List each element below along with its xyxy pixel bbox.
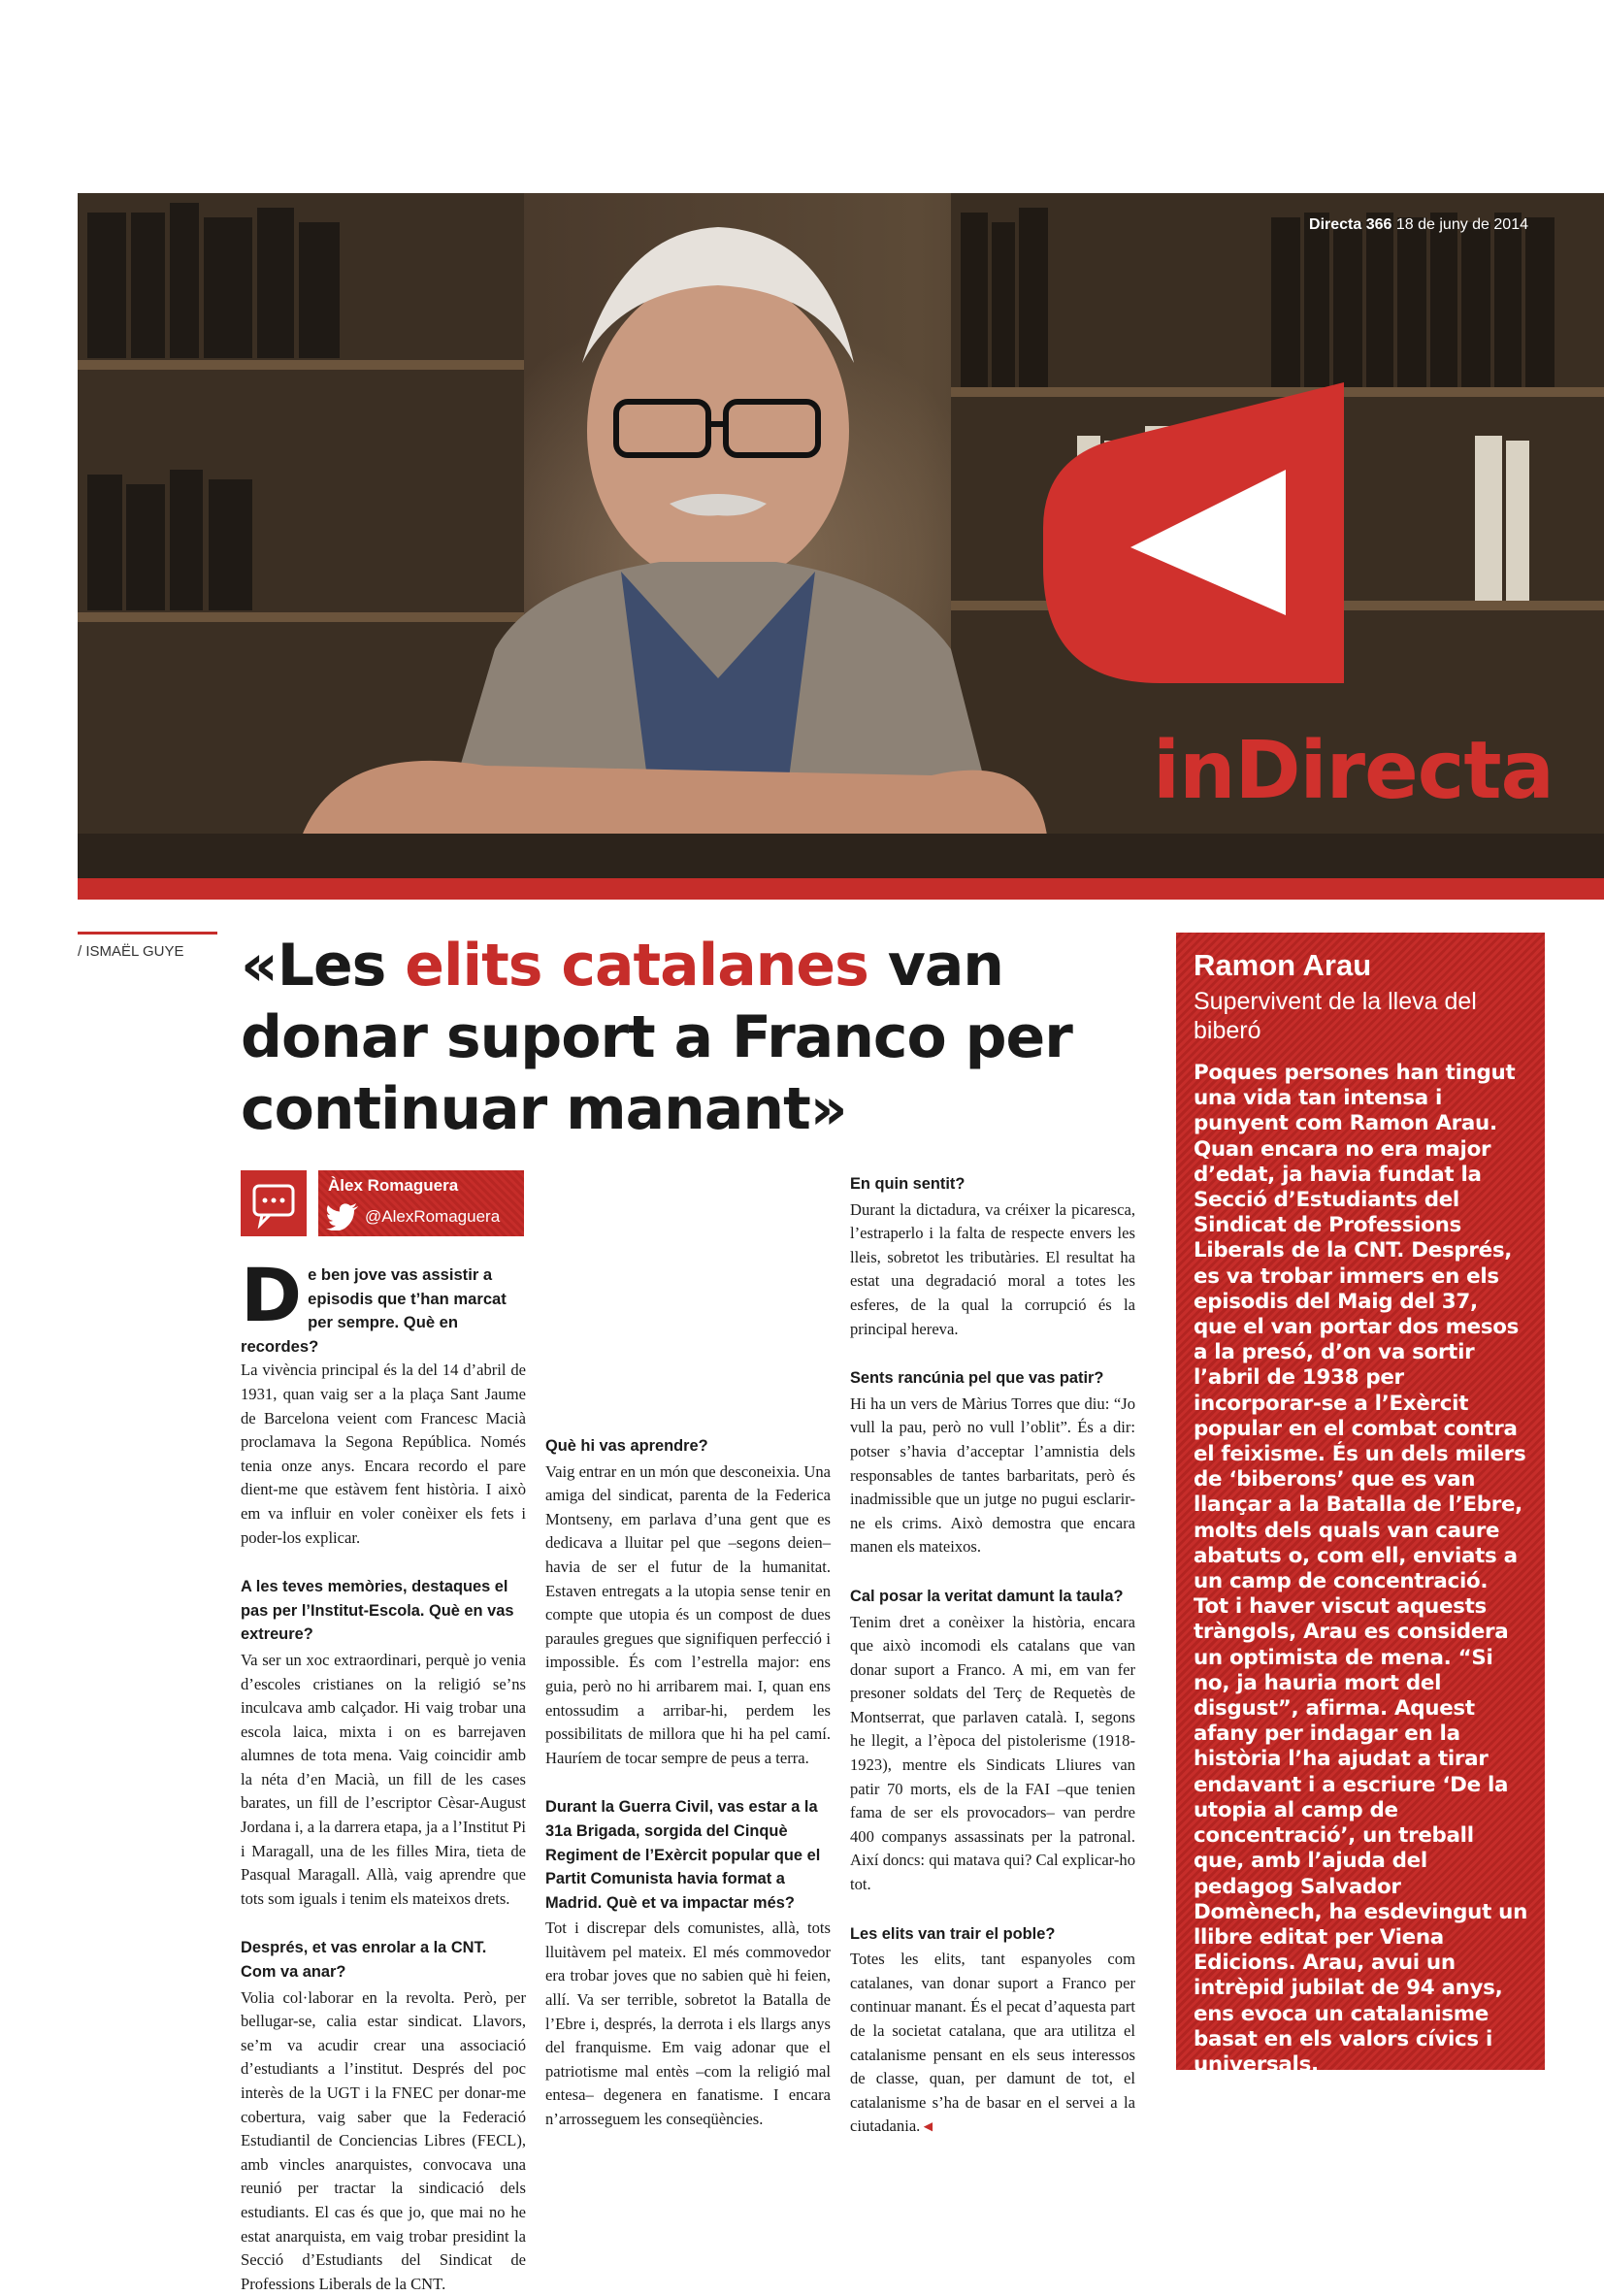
author-icon-box (241, 1170, 307, 1236)
answer-1: La vivència principal és la del 14 d’abril de 1931, quan vaig ser a la plaça Sant Jaume de Barcelona veient com Francesc Macià proclamava la Segona República. Només tenia onze anys. Encara recordo el pare dient-me que estàvem fent història. I això em va influir en voler conèixer els fets i poder-los explicar. (241, 1361, 526, 1547)
article-column-2 (545, 1147, 831, 2132)
headline (241, 930, 1114, 1145)
headline-post: van donar suport a Franco per continuar manant» (241, 932, 1072, 1143)
twitter-icon[interactable] (326, 1203, 359, 1230)
answer-7: Hi ha un vers de Màrius Torres que diu: “Jo vull la pau, però no vull l’oblit”. És a dir: potser s’havia d’acceptar l’amnistia dels responsables de tantes barbaritats, però és inadmissible que un jutge no pugui esclarir-ne els crims. Això demostra que encara manen els mateixos. (850, 1394, 1135, 1557)
question-9: Les elits van trair el poble? (850, 1924, 1056, 1943)
author-name: Àlex Romaguera (328, 1176, 459, 1195)
answer-8: Tenim dret a conèixer la història, encara que això incomodi els catalans que van donar suport a Franco. A mi, em van fer presoner soldats del Terç de Requetès de Montserrat, que parlaven català. I, segons he llegit, a l’època del pistolerisme (1918-1923), mentre els Sindicats Lliures van patir 70 morts, els de la FAI –que tenien fama de ser els provocadors– van perdre 400 companys assassinats per la patronal. Així doncs: qui matava qui? Cal explicar-ho tot. (850, 1612, 1135, 1894)
answer-3: Volia col·laborar en la revolta. Però, per bellugar-se, calia estar sindicat. Llavors, se’m va acudir crear una associació d’estudiants a l’institut. Després del poc interès de la UGT i la FNEC per donar-me cobertura, vaig saber que la Federació Estudiantil de Conciencias Libres (FECL), amb vincles anarquistes, convocava una reunió per tractar la sindicació dels estudiants. El cas és que jo, que mai no he estat anarquista, em vaig trobar presidint la Secció d’Estudiants del Sindicat de Professions Liberals de la CNT. (241, 1987, 526, 2293)
answer-9 (850, 1948, 1135, 2139)
hero-photo (78, 193, 1604, 878)
answer-9-text: Totes les elits, tant espanyoles com catalanes, van donar suport a Franco per continuar manant. És el pecat d’aquesta part de la societat catalana, que ara utilitza el catalanisme pensant en els seus interessos de classe, quan, per damunt de tot, el catalanisme s’ha de basar en el servei a la ciutadania. (850, 1950, 1135, 2136)
intro-question-text: e ben jove vas assistir a episodis que t’han marcat per sempre. Què en recordes? (241, 1265, 507, 1356)
headline-highlight: elits catalanes (405, 932, 868, 1000)
question-6: En quin sentit? (850, 1175, 966, 1193)
credit-rule (78, 932, 217, 935)
answer-2: Va ser un xoc extraordinari, perquè jo venia d’escoles cristianes on la religió se’ns inculcava amb calçador. Hi vaig trobar una escola laica, mixta i on es barrejaven alumnes de tota mena. Vaig coincidir amb la néta d’en Macià, un fill de les cases barates, un fill de l’escriptor Cèsar-August Jordana i, a la darrera etapa, ja a l’Institut Pi i Maragall, una de les filles Mira, tieta de Pasqual Maragall. Allà, vaig aprendre que tots som iguals i tenim els mateixos drets. (241, 1650, 526, 1908)
directa-logo-icon (1024, 266, 1441, 683)
answer-4: Vaig entrar en un món que desconeixia. Una amiga del sindicat, parenta de la Federica Montseny, em parlava d’una gent que es dedicava a lluitar pel que –segons deien– havia de ser el futur de la humanitat. Estaven entregats a la utopia sense tenir en compte que utopia és un compost de dues paraules gregues que signifiquen perfecció i impossible. És com l’estrella major: ens guia, però no hi arribarem mai. I, quan ens entossudim a arribar-hi, perdem les possibilitats de millora que hi ha pel camí. Hauríem de tocar sempre de peus a terra. (545, 1461, 831, 1767)
profile-name: Ramon Arau (1194, 948, 1372, 982)
article-column-3 (850, 1147, 1135, 2139)
author-handle[interactable]: @AlexRomaguera (365, 1207, 501, 1226)
section-title: inDirecta (1153, 725, 1554, 817)
answer-6: Durant la dictadura, va créixer la picaresca, l’estraperlo i la falta de respecte envers les lleis, sobretot les tributàries. El resultat ha estat una degradació moral a totes les esferes, de la qual la corrupció és la principal hereva. (850, 1199, 1135, 1338)
question-7: Sents rancúnia pel que vas patir? (850, 1369, 1104, 1388)
question-2: A les teves memòries, destaques el pas per l’Institut-Escola. Què en vas extreure? (241, 1578, 514, 1644)
publication-date: 18 de juny de 2014 (1395, 216, 1528, 233)
intro-question (241, 1252, 526, 1359)
end-mark-icon: ◂ (924, 2116, 933, 2136)
speech-bubble-icon (241, 1170, 307, 1236)
author-box (318, 1170, 524, 1236)
photo-credit: / ISMAËL GUYE (78, 943, 184, 960)
profile-subtitle: Supervivent de la lleva del biberó (1194, 988, 1477, 1044)
question-5: Durant la Guerra Civil, vas estar a la 31a Brigada, sorgida del Cinquè Regiment de l’Exèrcit popular que el Partit Comunista havia format a Madrid. Què et va impactar més? (545, 1798, 821, 1912)
drop-cap: D (241, 1252, 303, 1338)
issue-date (1309, 216, 1528, 234)
article-column-1 (241, 1252, 526, 2296)
headline-pre: «Les (241, 932, 406, 1000)
question-8: Cal posar la veritat damunt la taula? (850, 1587, 1124, 1605)
profile-body: Poques persones han tingut una vida tan intensa i punyent com Ramon Arau. Quan encara no era major d’edat, ja havia fundat la Secció d’Estudiants del Sindicat de Professions Liberals de la CNT. Després, es va trobar immers en els episodis del Maig del 37, que el van portar dos mesos a la presó, d’on va sortir l’abril de 1938 per incorporar-se a l’Exèrcit popular en el combat contra el feixisme. És un dels milers de ‘biberons’ que es van llançar a la Batalla de l’Ebre, molts dels quals van caure abatuts o, com ell, enviats a un camp de concentració. Tot i haver viscut aquests tràngols, Arau es considera un optimista de mena. “Si no, ja hauria mort del disgust”, afirma. Aquest afany per indagar en la història l’ha ajudat a tirar endavant i a escriure ‘De la utopia al camp de concentració’, un treball que, amb l’ajuda del pedagog Salvador Domènech, ha esdevingut un llibre editat per Viena Edicions. Arau, avui un intrèpid jubilat de 94 anys, ens evoca un catalanisme basat en els valors cívics i universals. (1194, 1061, 1528, 2077)
red-divider-band (78, 878, 1604, 900)
profile-sidebar (1176, 933, 1545, 2077)
answer-5: Tot i discrepar dels comunistes, allà, tots lluitàvem pel mateix. El més commovedor era trobar joves que no sabien què hi feien, allí. Va ser terrible, sobretot la Batalla de l’Ebre i, després, la derrota i els llargs anys del franquisme. Em vaig adonar que el patriotisme mal entès –com la religió mal entesa– degenera en fanatisme. I encara n’arrosseguem les conseqüències. (545, 1919, 831, 2129)
question-4: Què hi vas aprendre? (545, 1437, 708, 1455)
question-3: Després, et vas enrolar a la CNT. Com va anar? (241, 1939, 487, 1982)
issue-number: Directa 366 (1309, 216, 1392, 233)
